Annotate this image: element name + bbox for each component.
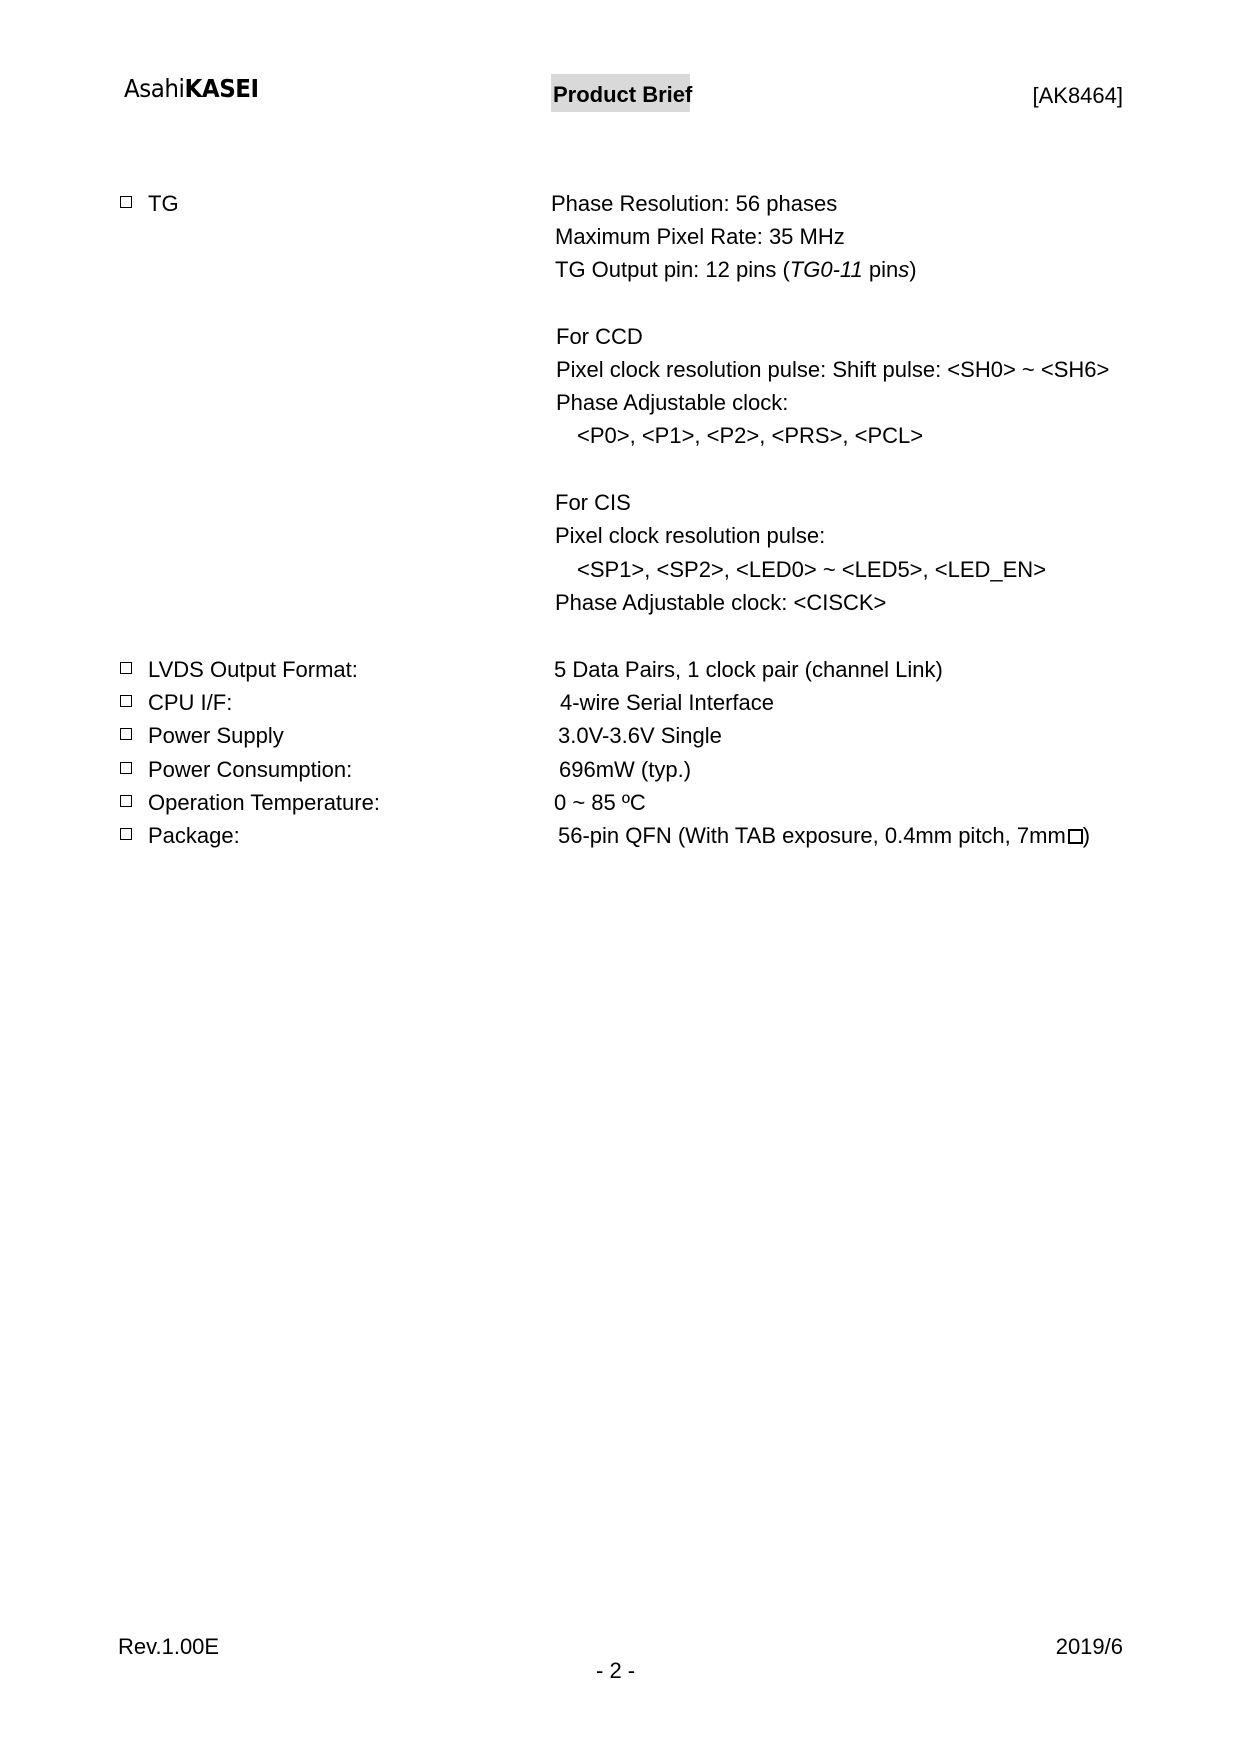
- tg-label: TG: [148, 191, 179, 216]
- spec-value-power-consumption: 696mW (typ.): [559, 757, 692, 782]
- page-number: - 2 -: [596, 1658, 636, 1683]
- document-type: Product Brief: [551, 74, 690, 112]
- date-label: 2019/6: [1055, 1634, 1123, 1659]
- spec-value-power-supply: 3.0V-3.6V Single: [558, 723, 722, 748]
- cis-phase-clock: Phase Adjustable clock: <CISCK>: [555, 590, 887, 615]
- tg-output-pin: [555, 259, 917, 281]
- ccd-pixel-clock: Pixel clock resolution pulse: Shift pulse: <SH0> ~ <SH6>: [556, 357, 1110, 382]
- tg-output-pin-names: TG0-11: [789, 257, 863, 282]
- spec-value-lvds: 5 Data Pairs, 1 clock pair (channel Link): [554, 657, 943, 682]
- spec-label-package: Package:: [148, 823, 240, 848]
- spec-label-cpu: CPU I/F:: [148, 690, 233, 715]
- logo-text-kasei: KASEI: [184, 74, 259, 103]
- spec-value-cpu: 4-wire Serial Interface: [560, 690, 774, 715]
- spec-value-temperature: 0 ~ 85 ºC: [554, 790, 646, 815]
- checkbox-icon: [120, 795, 132, 807]
- checkbox-icon: [120, 828, 132, 840]
- spec-label-temperature: Operation Temperature:: [148, 790, 380, 815]
- cis-pixel-clock: Pixel clock resolution pulse:: [555, 523, 826, 548]
- tg-phase-resolution: Phase Resolution: 56 phases: [551, 191, 838, 216]
- company-logo: [124, 76, 259, 101]
- spec-value-package: [558, 825, 1090, 847]
- spec-label-power-supply: Power Supply: [148, 723, 284, 748]
- checkbox-icon: [120, 728, 132, 740]
- checkbox-icon: [120, 662, 132, 674]
- ccd-phase-clock-list: <P0>, <P1>, <P2>, <PRS>, <PCL>: [577, 423, 924, 448]
- ccd-phase-clock: Phase Adjustable clock:: [556, 390, 789, 415]
- ccd-heading: For CCD: [556, 324, 643, 349]
- checkbox-icon: [120, 196, 132, 208]
- revision-label: Rev.1.00E: [118, 1634, 220, 1659]
- spec-value-package-suffix: ): [1082, 823, 1091, 848]
- spec-label-lvds: LVDS Output Format:: [148, 657, 358, 682]
- logo-text-asahi: Asahi: [124, 74, 185, 103]
- tg-max-pixel-rate: Maximum Pixel Rate: 35 MHz: [555, 224, 845, 249]
- cis-pixel-clock-list: <SP1>, <SP2>, <LED0> ~ <LED5>, <LED_EN>: [577, 557, 1047, 582]
- part-number: [AK8464]: [1032, 83, 1123, 108]
- spec-label-power-consumption: Power Consumption:: [148, 757, 353, 782]
- checkbox-icon: [120, 762, 132, 774]
- tg-output-pin-mid: pin: [862, 257, 899, 282]
- tg-output-pin-s: s: [898, 257, 910, 282]
- tg-output-pin-suffix: ): [909, 257, 917, 282]
- square-package-icon: [1068, 829, 1083, 844]
- spec-value-package-text: 56-pin QFN (With TAB exposure, 0.4mm pitch, 7mm: [558, 823, 1066, 848]
- checkbox-icon: [120, 695, 132, 707]
- tg-output-pin-prefix: TG Output pin: 12 pins (: [555, 257, 790, 282]
- cis-heading: For CIS: [555, 490, 631, 515]
